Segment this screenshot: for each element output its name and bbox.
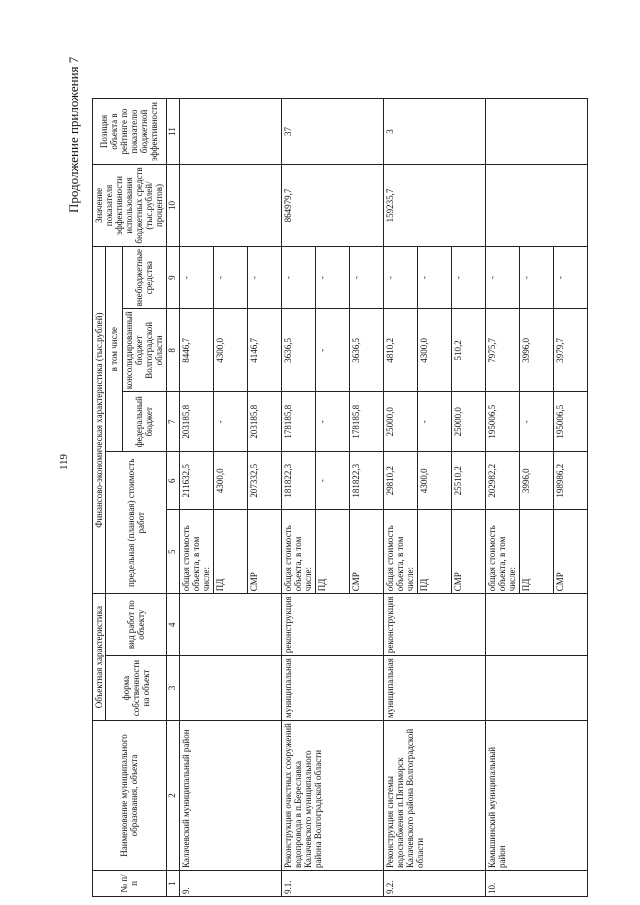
federal-value: -	[417, 392, 451, 452]
total-cost: 202982,2	[485, 452, 519, 510]
federal-value: 25000,0	[383, 392, 417, 452]
total-cost: 198986,2	[553, 452, 587, 510]
col-number: 6	[166, 452, 179, 510]
cost-label: общая стоимость объекта, в том числе:	[383, 510, 417, 594]
work-type-cell	[179, 594, 281, 656]
header-rank: Позиция объекта в рейтинге по показателю бюджетной эффективности	[93, 98, 167, 164]
row-number: 10.	[485, 871, 587, 897]
federal-value: -	[213, 392, 247, 452]
federal-value: 178185,8	[349, 392, 383, 452]
total-cost: 4300,0	[417, 452, 451, 510]
page-number: 119	[58, 453, 71, 471]
rank-value: 3	[383, 98, 485, 164]
col-number: 1	[166, 871, 179, 897]
table-row	[179, 98, 213, 896]
extra-value: -	[383, 246, 417, 308]
col-number: 7	[166, 392, 179, 452]
regional-value: 4146,7	[247, 309, 281, 392]
header-extra: внебюджетные средства	[123, 246, 166, 308]
header-work-type: вид работ по объекту	[106, 594, 166, 656]
extra-value: -	[281, 246, 315, 308]
appendix-caption: Продолжение приложения 7	[66, 56, 81, 213]
work-type-cell: реконструкция	[383, 594, 485, 656]
work-type-cell	[485, 594, 587, 656]
federal-value: 195006,5	[553, 392, 587, 452]
regional-value: 3996,0	[519, 309, 553, 392]
extra-value: -	[213, 246, 247, 308]
federal-value: -	[315, 392, 349, 452]
extra-value: -	[451, 246, 485, 308]
indicator-value	[179, 164, 281, 246]
cost-label: ПД	[315, 510, 349, 594]
cost-label: ПД	[417, 510, 451, 594]
regional-value: 4810,2	[383, 309, 417, 392]
extra-value: -	[485, 246, 519, 308]
total-cost: 211632,5	[179, 452, 213, 510]
ownership-cell	[485, 656, 587, 721]
column-number-row	[166, 98, 179, 896]
header-indicator: Значение показателя эффективности использования бюджетных средств (тыс.рублей/процентов)	[93, 164, 167, 246]
col-number: 11	[166, 98, 179, 164]
total-cost: 207332,5	[247, 452, 281, 510]
header-obj-char: Объектная характеристика	[93, 594, 106, 721]
cost-label: СМР	[349, 510, 383, 594]
regional-value: 4300,0	[417, 309, 451, 392]
table-row	[485, 98, 519, 896]
regional-value: 3979,7	[553, 309, 587, 392]
financial-table	[92, 98, 588, 897]
cost-label: общая стоимость объекта, в том числе:	[485, 510, 519, 594]
total-cost: 4300,0	[213, 452, 247, 510]
col-number: 9	[166, 246, 179, 308]
federal-value: 203185,8	[179, 392, 213, 452]
cost-label: СМР	[451, 510, 485, 594]
ownership-cell: муниципальная	[383, 656, 485, 721]
ownership-cell: муниципальная	[281, 656, 383, 721]
federal-value: 195006,5	[485, 392, 519, 452]
indicator-value: 864979,7	[281, 164, 383, 246]
header-incl: в том числе	[106, 246, 123, 451]
header-num: № п/п	[93, 871, 167, 897]
extra-value: -	[247, 246, 281, 308]
total-cost: 29810,2	[383, 452, 417, 510]
col-number: 3	[166, 656, 179, 721]
header-federal: федеральный бюджет	[123, 392, 166, 452]
total-cost: -	[315, 452, 349, 510]
cost-label: СМР	[247, 510, 281, 594]
object-name: Камышинский муниципальный район	[485, 721, 587, 871]
total-cost: 3996,0	[519, 452, 553, 510]
indicator-value	[485, 164, 587, 246]
header-regional: консолидированный бюджет Волгоградской области	[123, 309, 166, 392]
header-name: Наименование муниципального образования, объекта	[93, 721, 167, 871]
total-cost: 25510,2	[451, 452, 485, 510]
regional-value: -	[315, 309, 349, 392]
rank-value	[485, 98, 587, 164]
ownership-cell	[179, 656, 281, 721]
regional-value: 7975,7	[485, 309, 519, 392]
regional-value: 3636,5	[349, 309, 383, 392]
regional-value: 3636,5	[281, 309, 315, 392]
cost-label: ПД	[519, 510, 553, 594]
object-name: Реконструкция очистных сооружений водопровода в п.Береславка Калачевского муниципального района Волгоградской области	[281, 721, 383, 871]
extra-value: -	[179, 246, 213, 308]
regional-value: 4300,0	[213, 309, 247, 392]
indicator-value: 159235,7	[383, 164, 485, 246]
row-number: 9.	[179, 871, 281, 897]
rank-value: 37	[281, 98, 383, 164]
federal-value: 203185,8	[247, 392, 281, 452]
extra-value: -	[315, 246, 349, 308]
table-row	[281, 98, 315, 896]
extra-value: -	[349, 246, 383, 308]
col-number: 2	[166, 721, 179, 871]
cost-label: ПД	[213, 510, 247, 594]
total-cost: 181822,3	[349, 452, 383, 510]
cost-label: общая стоимость объекта, в том числе:	[281, 510, 315, 594]
federal-value: -	[519, 392, 553, 452]
total-cost: 181822,3	[281, 452, 315, 510]
extra-value: -	[519, 246, 553, 308]
col-number: 10	[166, 164, 179, 246]
extra-value: -	[417, 246, 451, 308]
regional-value: 8446,7	[179, 309, 213, 392]
col-number: 4	[166, 594, 179, 656]
cost-label: СМР	[553, 510, 587, 594]
row-number: 9.1.	[281, 871, 383, 897]
rank-value	[179, 98, 281, 164]
work-type-cell: реконструкция	[281, 594, 383, 656]
col-number: 8	[166, 309, 179, 392]
table-row	[383, 98, 417, 896]
federal-value: 178185,8	[281, 392, 315, 452]
object-name: Реконструкция системы водоснабжения п.Пятиморск Калачевского района Волгоградской области	[383, 721, 485, 871]
federal-value: 25000,0	[451, 392, 485, 452]
header-fin-char: Финансово-экономическая характеристика (тыс.рублей)	[93, 246, 106, 593]
table-body	[179, 98, 587, 896]
col-number: 5	[166, 510, 179, 594]
cost-label: общая стоимость объекта, в том числе:	[179, 510, 213, 594]
row-number: 9.2.	[383, 871, 485, 897]
header-ownership: форма собственности на объект	[106, 656, 166, 721]
object-name: Калачевский муниципальный район	[179, 721, 281, 871]
extra-value: -	[553, 246, 587, 308]
header-max-cost: предельная (плановая) стоимость работ	[106, 452, 166, 594]
regional-value: 510,2	[451, 309, 485, 392]
